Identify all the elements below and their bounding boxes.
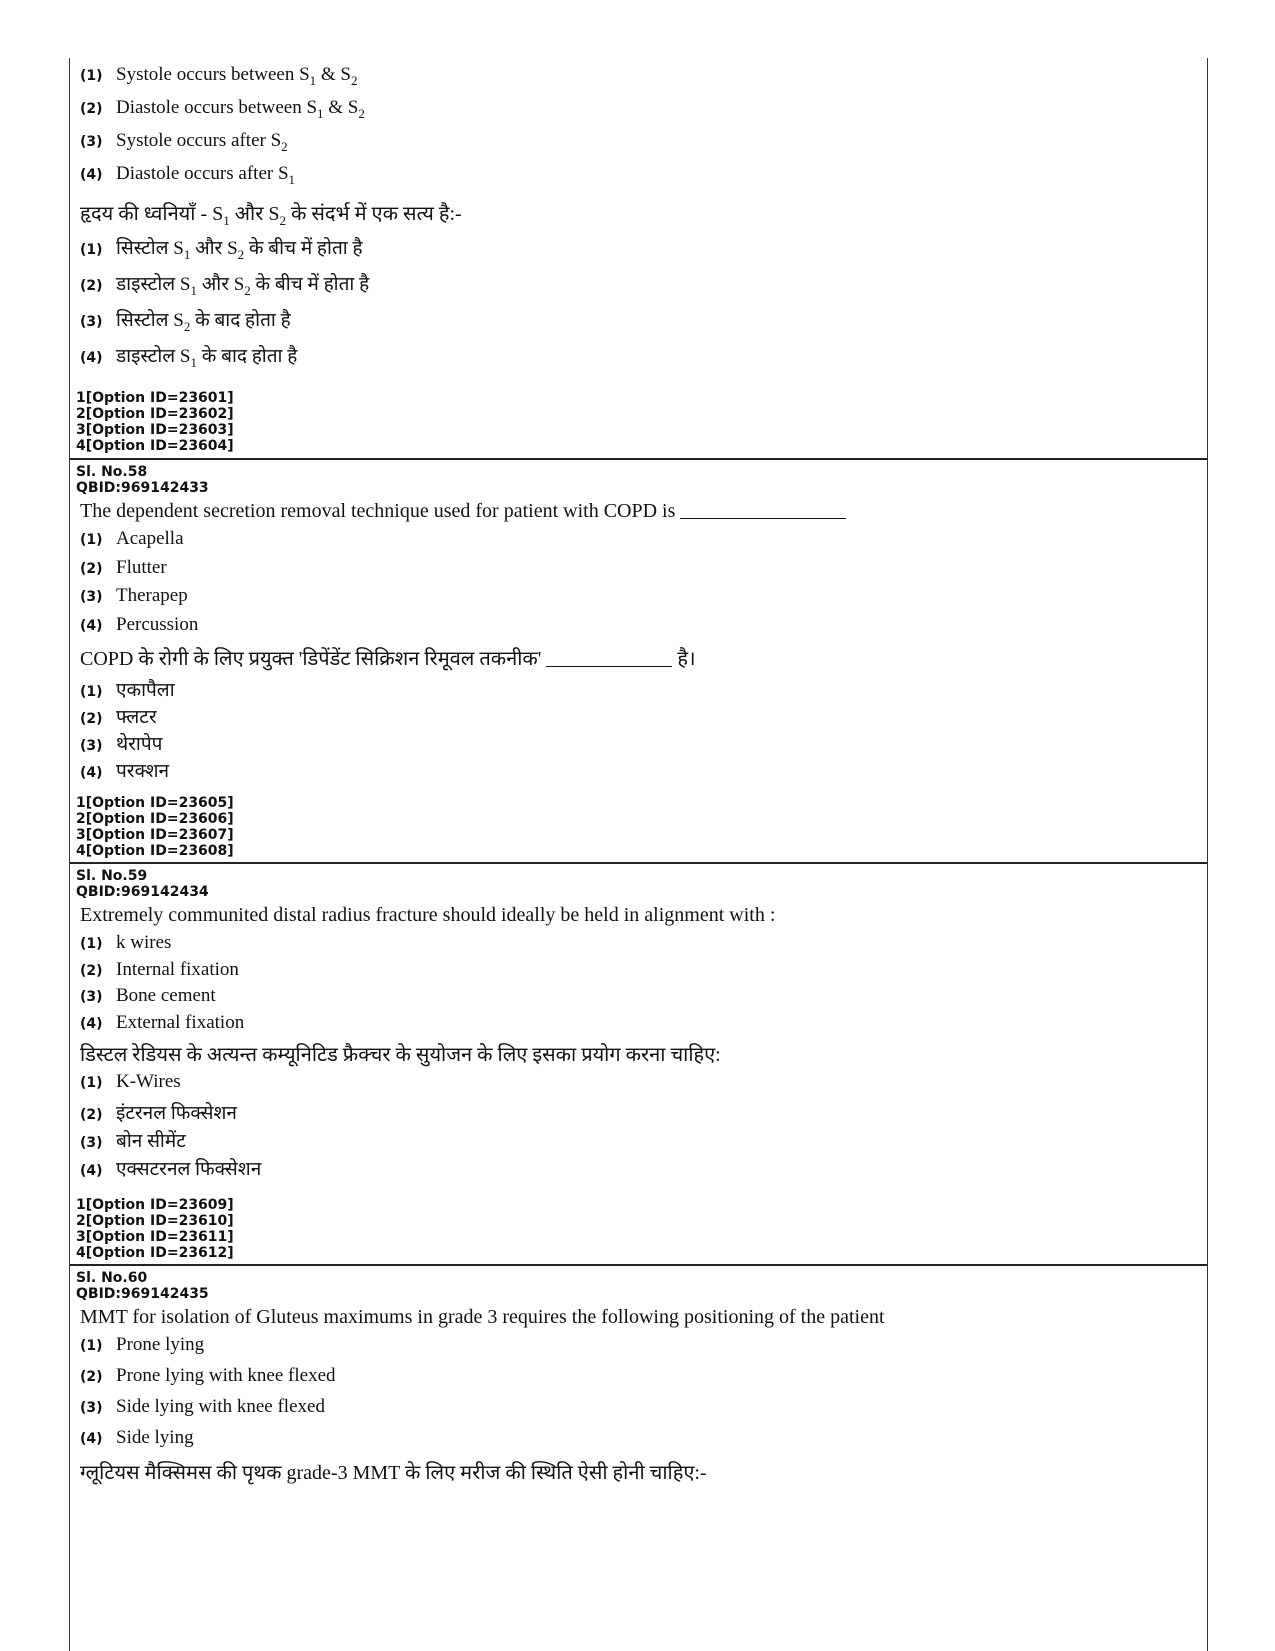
option-hi-2: [76, 703, 1207, 730]
option-text: Diastole occurs between $S_1$ & $S_2$: [116, 97, 365, 121]
option-text: Diastole occurs after $S_1$: [116, 163, 296, 187]
option-number: (1): [80, 1338, 103, 1354]
option-hi-3: [76, 730, 1207, 757]
question-text-hindi: ग्लूटियस मैक्सिमस की पृथक grade-3 MMT के लिए मरीज की स्थिति ऐसी होनी चाहिए:-: [80, 1462, 707, 1484]
option-number: (4): [80, 1431, 103, 1447]
option-text: इंटरनल फिक्सेशन: [116, 1103, 237, 1124]
option-id-list: [76, 390, 1207, 458]
option-id: 2[Option ID=23606]: [76, 811, 234, 827]
option-number: (1): [80, 1075, 103, 1091]
option-en-2: [76, 557, 1207, 585]
question-block-59: [70, 862, 1207, 1264]
option-hi-2: [76, 1099, 1207, 1127]
option-en-2: [76, 97, 1207, 130]
question-paper-frame: [69, 58, 1208, 1651]
option-en-3: [76, 1396, 1207, 1427]
option-text: सिस्टोल $S_2$ के बाद होता है: [116, 310, 291, 334]
option-text: Internal fixation: [116, 959, 239, 980]
option-id: 1[Option ID=23601]: [76, 390, 234, 406]
option-number: (2): [80, 278, 103, 294]
option-number: (2): [80, 561, 103, 577]
option-hi-1: [76, 234, 1207, 270]
option-text: परक्शन: [116, 761, 170, 782]
question-text-hindi: COPD के रोगी के लिए प्रयुक्त 'डिपेंडेंट सिक्रिशन रिमूवल तकनीक' है।: [80, 648, 696, 670]
option-number: (2): [80, 963, 103, 979]
option-en-4: [76, 163, 1207, 197]
option-text: एक्सटरनल फिक्सेशन: [116, 1159, 262, 1180]
option-id: 4[Option ID=23612]: [76, 1245, 234, 1261]
option-number: (2): [80, 1107, 103, 1123]
option-number: (1): [80, 68, 103, 84]
option-text: सिस्टोल $S_1$ और $S_2$ के बीच में होता है: [116, 238, 363, 262]
option-text: थेरापेप: [116, 734, 163, 755]
option-number: (4): [80, 618, 103, 634]
option-text: बोन सीमेंट: [116, 1131, 186, 1152]
option-number: (3): [80, 738, 103, 754]
option-hi-3: [76, 1127, 1207, 1155]
option-number: (3): [80, 1135, 103, 1151]
option-id: 3[Option ID=23603]: [76, 422, 234, 438]
option-hi-1: [76, 676, 1207, 703]
option-number: (2): [80, 1369, 103, 1385]
option-hi-3: [76, 306, 1207, 342]
option-hi-4: [76, 1155, 1207, 1183]
question-block-58: [70, 458, 1207, 862]
option-hi-4: [76, 757, 1207, 784]
qbid: QBID:969142434: [76, 884, 209, 900]
option-number: (3): [80, 589, 103, 605]
option-hi-4: [76, 342, 1207, 378]
option-text: Bone cement: [116, 985, 216, 1006]
option-text: Side lying with knee flexed: [116, 1396, 325, 1417]
option-text: Therapep: [116, 585, 188, 606]
option-text: Systole occurs between $S_1$ & $S_2$: [116, 64, 358, 88]
answer-blank: [680, 500, 846, 519]
serial-number: Sl. No.59: [76, 868, 148, 884]
option-id: 4[Option ID=23608]: [76, 843, 234, 859]
option-number: (3): [80, 1400, 103, 1416]
option-id: 2[Option ID=23610]: [76, 1213, 234, 1229]
option-en-4: [76, 614, 1207, 644]
option-number: (4): [80, 1016, 103, 1032]
question-text-english: MMT for isolation of Gluteus maximums in grade 3 requires the following positioning of the patient: [80, 1306, 885, 1328]
option-hi-2: [76, 270, 1207, 306]
option-en-3: [76, 985, 1207, 1012]
option-text: Acapella: [116, 528, 184, 549]
serial-number: Sl. No.60: [76, 1270, 148, 1286]
question-block-57-continued: [70, 58, 1207, 458]
option-number: (3): [80, 314, 103, 330]
option-id: 1[Option ID=23609]: [76, 1197, 234, 1213]
option-en-3: [76, 585, 1207, 614]
option-number: (4): [80, 765, 103, 781]
option-en-1: [76, 528, 1207, 557]
option-text: फ्लटर: [116, 707, 157, 728]
option-id: 2[Option ID=23602]: [76, 406, 234, 422]
option-number: (4): [80, 1163, 103, 1179]
option-text: External fixation: [116, 1012, 245, 1033]
qbid: QBID:969142435: [76, 1286, 209, 1302]
option-text: K-Wires: [116, 1071, 181, 1092]
question-text-english: The dependent secretion removal technique used for patient with COPD is: [76, 496, 1207, 528]
option-id-list: [76, 795, 1207, 862]
option-hi-1: [76, 1071, 1207, 1099]
option-text: डाइस्टोल $S_1$ के बाद होता है: [116, 346, 298, 370]
option-text: एकापैला: [116, 680, 175, 701]
qbid: QBID:969142433: [76, 480, 209, 496]
option-id: 3[Option ID=23607]: [76, 827, 234, 843]
option-text: डाइस्टोल $S_1$ और $S_2$ के बीच में होता है: [116, 274, 370, 298]
option-text: k wires: [116, 932, 172, 953]
option-en-1: [76, 64, 1207, 97]
option-id-list: [76, 1197, 1207, 1264]
option-id: 3[Option ID=23611]: [76, 1229, 234, 1245]
option-text: Prone lying with knee flexed: [116, 1365, 336, 1386]
option-number: (2): [80, 101, 103, 117]
option-number: (1): [80, 532, 103, 548]
option-number: (3): [80, 134, 103, 150]
option-number: (1): [80, 242, 103, 258]
option-number: (1): [80, 684, 103, 700]
option-text: Prone lying: [116, 1334, 205, 1355]
option-number: (4): [80, 350, 103, 366]
option-en-2: [76, 1365, 1207, 1396]
question-block-60: [70, 1264, 1207, 1490]
option-text: Flutter: [116, 557, 167, 578]
option-text: Systole occurs after $S_2$: [116, 130, 288, 154]
question-text-hindi: डिस्टल रेडियस के अत्यन्त कम्यूनिटिड फ्रैक्चर के सुयोजन के लिए इसका प्रयोग करना चाहिए:: [80, 1044, 721, 1066]
question-text-hindi: हृदय की ध्वनियाँ - $S_1$ और $S_2$ के संदर्भ में एक सत्य है:-: [80, 203, 462, 228]
option-id: 1[Option ID=23605]: [76, 795, 234, 811]
option-en-3: [76, 130, 1207, 163]
serial-number: Sl. No.58: [76, 464, 148, 480]
answer-blank: [546, 648, 672, 667]
option-en-4: [76, 1427, 1207, 1458]
option-en-1: [76, 932, 1207, 959]
option-number: (4): [80, 167, 103, 183]
option-number: (2): [80, 711, 103, 727]
option-number: (1): [80, 936, 103, 952]
option-number: (3): [80, 989, 103, 1005]
option-en-4: [76, 1012, 1207, 1040]
option-id: 4[Option ID=23604]: [76, 438, 234, 454]
question-text-english: Extremely communited distal radius fracture should ideally be held in alignment with :: [80, 904, 776, 926]
option-en-2: [76, 959, 1207, 985]
option-text: Side lying: [116, 1427, 194, 1448]
option-en-1: [76, 1334, 1207, 1365]
option-text: Percussion: [116, 614, 199, 635]
